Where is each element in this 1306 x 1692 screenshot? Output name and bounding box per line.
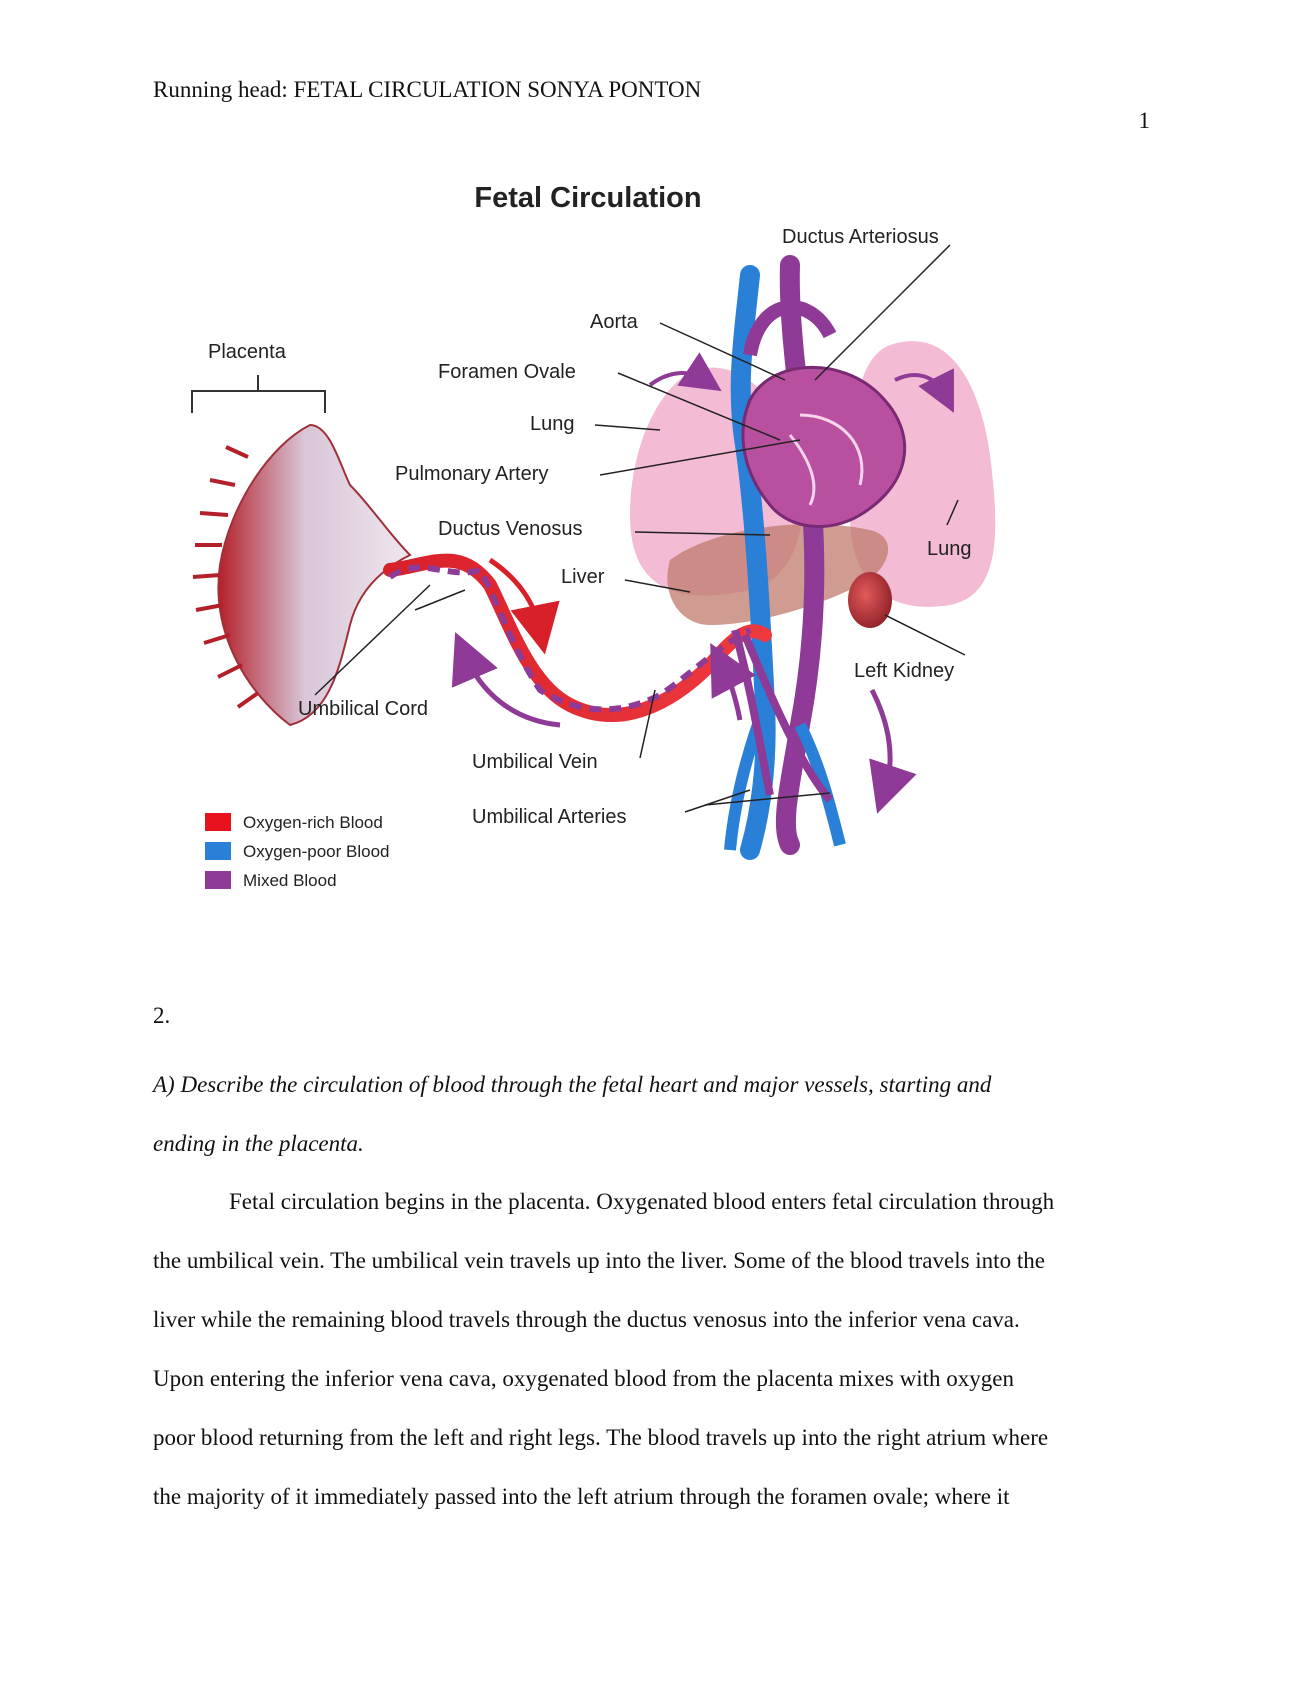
legend-swatch-oxygen-rich <box>205 813 231 831</box>
legend-label-oxygen-rich: Oxygen-rich Blood <box>243 813 383 832</box>
left-kidney-shape <box>848 572 892 628</box>
label-ductus-venosus: Ductus Venosus <box>438 518 583 540</box>
label-umbilical-cord: Umbilical Cord <box>298 698 429 720</box>
label-ductus-arteriosus: Ductus Arteriosus <box>782 226 939 248</box>
page-number: 1 <box>1138 108 1150 133</box>
legend-label-mixed: Mixed Blood <box>243 871 337 890</box>
label-left-kidney: Left Kidney <box>854 660 955 682</box>
label-liver: Liver <box>561 566 605 588</box>
legend-label-oxygen-poor: Oxygen-poor Blood <box>243 842 390 861</box>
label-lung-left: Lung <box>530 413 575 435</box>
question-line: A) Describe the circulation of blood through the fetal heart and major vessels, starting and <box>153 1072 992 1097</box>
paragraph-line: Fetal circulation begins in the placenta. Oxygenated blood enters fetal circulation through <box>229 1189 1055 1214</box>
answer-paragraph <box>153 1172 1153 1526</box>
question-text <box>153 1055 1153 1173</box>
placenta-shape <box>218 425 410 725</box>
label-placenta: Placenta <box>208 341 286 363</box>
fetal-circulation-diagram <box>190 185 1090 965</box>
label-pulmonary-artery: Pulmonary Artery <box>395 463 549 485</box>
figure-title: Fetal Circulation <box>474 185 702 214</box>
flow-arrow-purple-2 <box>722 665 740 720</box>
label-umbilical-vein: Umbilical Vein <box>472 751 598 773</box>
paragraph-line: the majority of it immediately passed into the left atrium through the foramen ovale; where it <box>153 1484 1010 1509</box>
question-line: ending in the placenta. <box>153 1131 364 1156</box>
paragraph-line: liver while the remaining blood travels through the ductus venosus into the inferior vena cava. <box>153 1307 1020 1332</box>
paragraph-line: Upon entering the inferior vena cava, oxygenated blood from the placenta mixes with oxygen <box>153 1366 1014 1391</box>
paragraph-line: the umbilical vein. The umbilical vein travels up into the liver. Some of the blood travels into the <box>153 1248 1045 1273</box>
flow-arrow-purple-3 <box>872 690 890 790</box>
legend-swatch-mixed <box>205 871 231 889</box>
legend-swatch-oxygen-poor <box>205 842 231 860</box>
placenta-bracket <box>192 375 325 413</box>
label-foramen-ovale: Foramen Ovale <box>438 361 576 383</box>
figure-legend <box>205 813 389 890</box>
running-head: Running head: FETAL CIRCULATION SONYA PONTON <box>153 77 702 102</box>
fetal-circulation-figure <box>190 185 1090 965</box>
paragraph-line: poor blood returning from the left and right legs. The blood travels up into the right atrium where <box>153 1425 1049 1450</box>
label-aorta: Aorta <box>590 311 638 333</box>
label-lung-right: Lung <box>927 538 972 560</box>
label-umbilical-arteries: Umbilical Arteries <box>472 806 627 828</box>
question-number: 2. <box>153 1003 171 1028</box>
